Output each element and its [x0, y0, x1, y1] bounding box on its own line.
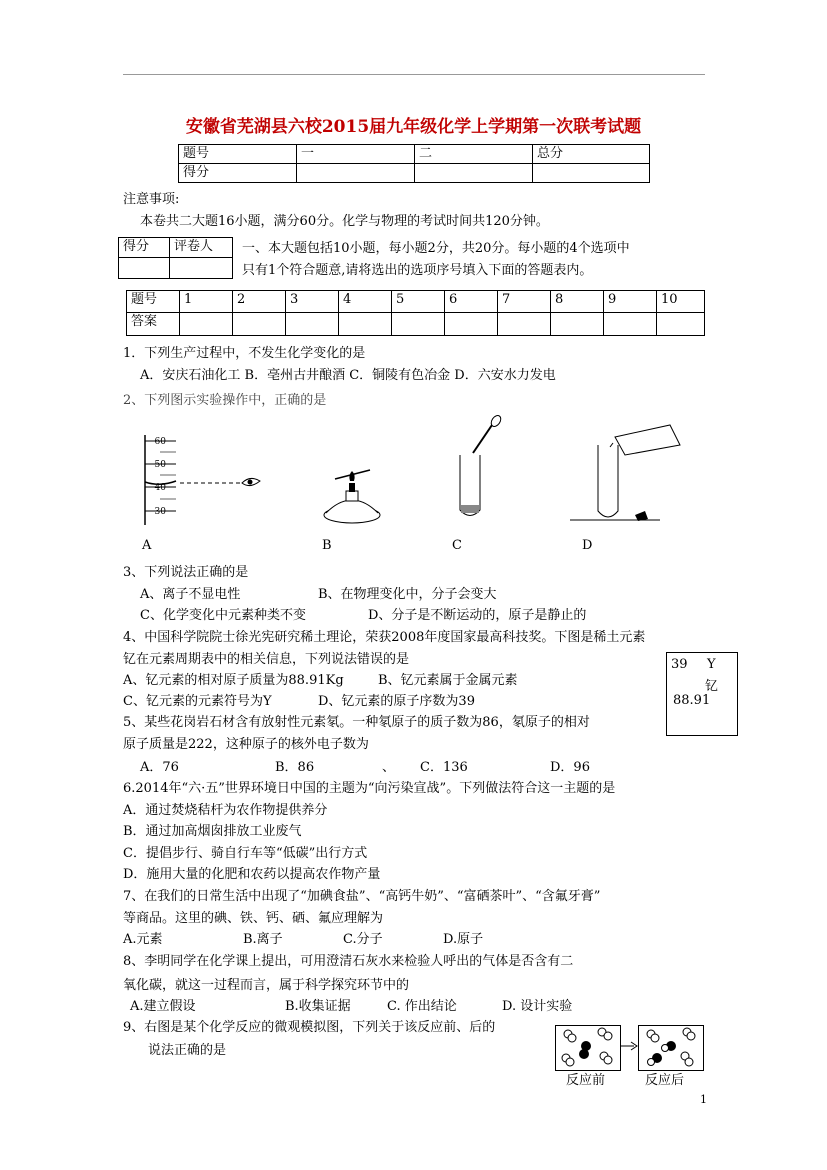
- question-5-line2: 原子质量是222，这种原子的核外电子数为: [123, 737, 369, 752]
- question-3-option-d: D、分子是不断运动的，原子是静止的: [368, 608, 587, 623]
- grader-cell: [119, 258, 170, 279]
- answer-cell: [498, 313, 551, 336]
- answer-cell: [180, 313, 233, 336]
- answer-table-header-cell: 题号: [127, 291, 180, 313]
- element-mass: 88.91: [673, 693, 711, 708]
- answer-label: 答案: [127, 313, 180, 336]
- grader-name-label: 评卷人: [170, 238, 233, 258]
- answer-cell: [445, 313, 498, 336]
- question-9-line2: 说法正确的是: [148, 1043, 227, 1058]
- question-1: 1．下列生产过程中，不发生化学变化的是: [123, 346, 366, 361]
- answer-table-header-cell: 6: [445, 291, 498, 313]
- page-title: 安徽省芜湖县六校2015届九年级化学上学期第一次联考试题: [185, 117, 642, 137]
- question-8-option-b: B.收集证据: [285, 999, 351, 1014]
- section1-line1: 一、本大题包括10小题，每小题2分，共20分。每小题的4个选项中: [242, 241, 630, 256]
- notes-heading: 注意事项:: [123, 192, 180, 207]
- answer-cell: [551, 313, 604, 336]
- question-4-line2: 钇在元素周期表中的相关信息，下列说法错误的是: [123, 652, 410, 667]
- score-table-cell: 得分: [179, 164, 297, 183]
- answer-cell: [286, 313, 339, 336]
- score-table-cell: 二: [415, 145, 533, 164]
- pouring-illustration: [570, 425, 680, 521]
- question-8-line1: 8、李明同学在化学课上提出，可用澄清石灰水来检验人呼出的气体是否含有二: [123, 954, 574, 969]
- question-3-option-c: C、化学变化中元素种类不变: [140, 608, 306, 623]
- question-2: 2、下列图示实验操作中，正确的是: [123, 393, 327, 408]
- score-table-cell: 题号: [179, 145, 297, 164]
- question-7-line2: 等商品。这里的碘、铁、钙、硒、氟应理解为: [123, 911, 384, 926]
- option-label-a: A: [142, 538, 152, 553]
- question-5-option-d: D．96: [550, 760, 590, 775]
- score-table: [178, 144, 650, 183]
- alcohol-lamp-illustration: [324, 470, 380, 523]
- question-7-option-d: D.原子: [443, 932, 484, 947]
- answer-table-header-cell: 5: [392, 291, 445, 313]
- answer-cell: [657, 313, 705, 336]
- question-7-line1: 7、在我们的日常生活中出现了“加碘食盐”、“高钙牛奶”、“富硒茶叶”、“含氟牙膏”: [123, 889, 601, 904]
- reaction-before-molecules: [556, 1026, 620, 1070]
- reaction-after-label: 反应后: [645, 1073, 685, 1088]
- question-7-option-c: C.分子: [343, 932, 383, 947]
- question-4-option-d: D、钇元素的原子序数为39: [318, 694, 475, 709]
- section1-line2: 只有1个符合题意,请将选出的选项序号填入下面的答题表内。: [242, 263, 593, 278]
- cylinder-tick-label: 40: [154, 483, 166, 493]
- question-6-option-c: C．提倡步行、骑自行车等“低碳”出行方式: [123, 846, 368, 861]
- question-9-line1: 9、右图是某个化学反应的微观模拟图，下列关于该反应前、后的: [123, 1020, 496, 1035]
- score-table-cell: [415, 164, 533, 183]
- question-3: 3、下列说法正确的是: [123, 565, 249, 580]
- question-5-option-c: C．136: [420, 760, 468, 775]
- question-6-option-a: A．通过焚烧秸杆为农作物提供养分: [123, 803, 328, 818]
- cylinder-tick-label: 50: [154, 460, 166, 470]
- answer-table: [126, 290, 705, 336]
- question-4-option-a: A、钇元素的相对原子质量为88.91Kg: [123, 673, 344, 688]
- question-4-line1: 4、中国科学院院士徐光宪研究稀土理论，荣获2008年度国家最高科技奖。下图是稀土元素: [123, 630, 646, 645]
- score-table-cell: [297, 164, 415, 183]
- answer-cell: [339, 313, 392, 336]
- reaction-after-box: [638, 1025, 704, 1071]
- score-table-cell: [533, 164, 650, 183]
- option-label-c: C: [452, 538, 462, 553]
- grader-table: [118, 237, 233, 279]
- question-3-option-b: B、在物理变化中，分子会变大: [318, 587, 497, 602]
- answer-table-header-cell: 1: [180, 291, 233, 313]
- element-card: [666, 652, 738, 736]
- element-name: 钇: [705, 679, 719, 694]
- score-table-cell: 一: [297, 145, 415, 164]
- reaction-before-label: 反应前: [566, 1073, 606, 1088]
- reaction-before-box: [555, 1025, 621, 1071]
- reaction-arrow-icon: [620, 1040, 638, 1052]
- answer-table-header-cell: 7: [498, 291, 551, 313]
- element-symbol: Y: [707, 657, 716, 672]
- question-4-option-c: C、钇元素的元素符号为Y: [123, 694, 272, 709]
- question-5-line1: 5、某些花岗岩石材含有放射性元素氡。一种氡原子的质子数为86，氡原子的相对: [123, 715, 590, 730]
- question-4-option-b: B、钇元素属于金属元素: [378, 673, 518, 688]
- grader-score-label: 得分: [119, 238, 170, 258]
- question-5-option-a: A．76: [140, 760, 179, 775]
- question-5-option-b: B．86: [275, 760, 315, 775]
- answer-cell: [233, 313, 286, 336]
- answer-table-header-cell: 3: [286, 291, 339, 313]
- answer-cell: [392, 313, 445, 336]
- question-6-option-d: D．施用大量的化肥和农药以提高农作物产量: [123, 867, 381, 882]
- question-3-option-a: A、离子不显电性: [140, 587, 241, 602]
- answer-table-header-cell: 8: [551, 291, 604, 313]
- notes-body: 本卷共二大题16小题，满分60分。化学与物理的考试时间共120分钟。: [140, 214, 549, 229]
- answer-table-header-cell: 10: [657, 291, 705, 313]
- question-8-option-a: A.建立假设: [130, 999, 196, 1014]
- answer-table-header-cell: 4: [339, 291, 392, 313]
- option-label-b: B: [322, 538, 332, 553]
- reaction-after-molecules: [639, 1026, 703, 1070]
- question-7-option-a: A.元素: [123, 932, 163, 947]
- test-tube-dropper-illustration: [460, 414, 503, 516]
- grader-cell: [170, 258, 233, 279]
- q2-figure: [120, 415, 700, 553]
- question-5-separator: 、: [382, 760, 396, 775]
- question-8-option-d: D. 设计实验: [502, 999, 573, 1014]
- header-rule: [123, 74, 705, 75]
- answer-table-header-cell: 2: [233, 291, 286, 313]
- answer-cell: [604, 313, 657, 336]
- question-8-line2: 氧化碳，就这一过程而言，属于科学探究环节中的: [123, 978, 410, 993]
- page-number: 1: [700, 1093, 707, 1106]
- answer-table-header-cell: 9: [604, 291, 657, 313]
- question-1-options: A．安庆石油化工 B．亳州古井酿酒 C．铜陵有色冶金 D．六安水力发电: [140, 368, 556, 383]
- cylinder-tick-label: 30: [154, 507, 166, 517]
- cylinder-tick-label: 60: [154, 437, 166, 447]
- score-table-cell: 总分: [533, 145, 650, 164]
- question-6: 6.2014年“六·五”世界环境日中国的主题为“向污染宣战”。下列做法符合这一主题的是: [123, 781, 616, 796]
- option-label-d: D: [582, 538, 593, 553]
- element-number: 39: [671, 657, 688, 672]
- question-7-option-b: B.离子: [243, 932, 283, 947]
- question-6-option-b: B．通过加高烟囱排放工业废气: [123, 824, 302, 839]
- question-8-option-c: C. 作出结论: [387, 999, 457, 1014]
